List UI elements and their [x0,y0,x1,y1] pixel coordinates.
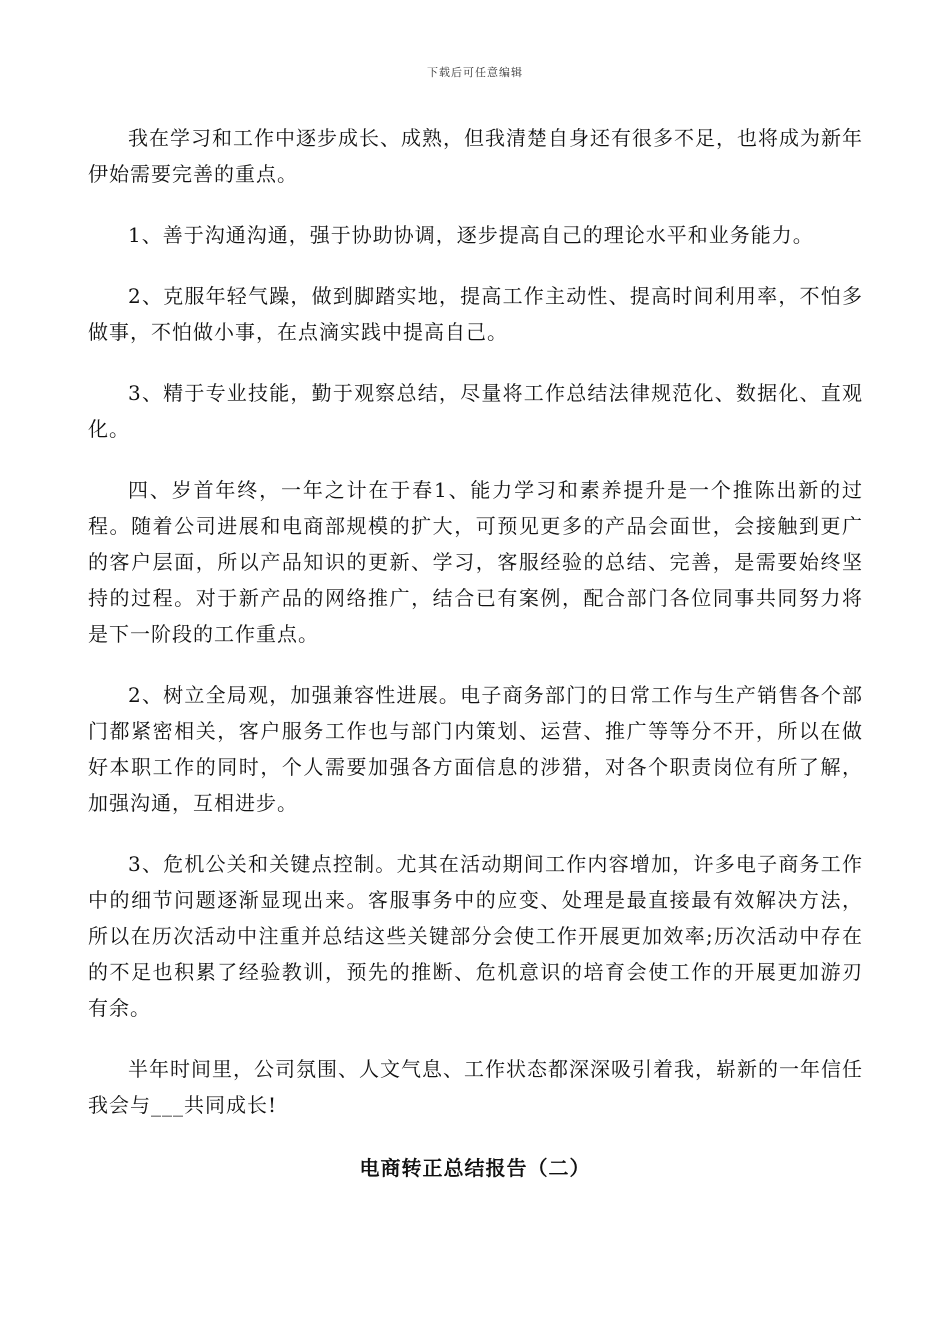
paragraph: 1、善于沟通沟通，强于协助协调，逐步提高自己的理论水平和业务能力。 [128,223,814,247]
header-note: 下载后可任意编辑 [427,66,523,79]
section-title: 电商转正总结报告（二） [359,1156,591,1180]
paragraph: 3、危机公关和关键点控制。尤其在活动期间工作内容增加，许多电子商务工作中的细节问题逐渐显现出来。客服事务中的应变、处理是最直接最有效解决方法，所以在历次活动中注重并总结这些关键部分会使工作开展更加效率;历次活动中存在的不足也积累了经验教训，预先的推断、危机意识的培育会使工作的开展更加游刃有余。 [88,852,863,1020]
paragraph: 2、树立全局观，加强兼容性进展。电子商务部门的日常工作与生产销售各个部门都紧密相关，客户服务工作也与部门内策划、运营、推广等等分不开，所以在做好本职工作的同时，个人需要加强各方面信息的涉猎，对各个职责岗位有所了解，加强沟通，互相进步。 [88,683,863,815]
paragraph: 四、岁首年终，一年之计在于春1、能力学习和素养提升是一个推陈出新的过程。随着公司进展和电商部规模的扩大，可预见更多的产品会面世，会接触到更广的客户层面，所以产品知识的更新、学习，客服经验的总结、完善，是需要始终坚持的过程。对于新产品的网络推广，结合已有案例，配合部门各位同事共同努力将是下一阶段的工作重点。 [88,478,863,646]
document-body [88,120,863,1148]
paragraph: 3、精于专业技能，勤于观察总结，尽量将工作总结法律规范化、数据化、直观化。 [88,381,863,441]
paragraph: 2、克服年轻气躁，做到脚踏实地，提高工作主动性、提高时间利用率，不怕多做事，不怕做小事，在点滴实践中提高自己。 [88,284,863,344]
paragraph: 我在学习和工作中逐步成长、成熟，但我清楚自身还有很多不足，也将成为新年伊始需要完善的重点。 [88,126,863,186]
paragraph: 半年时间里，公司氛围、人文气息、工作状态都深深吸引着我，崭新的一年信任我会与___共同成长! [88,1057,863,1117]
